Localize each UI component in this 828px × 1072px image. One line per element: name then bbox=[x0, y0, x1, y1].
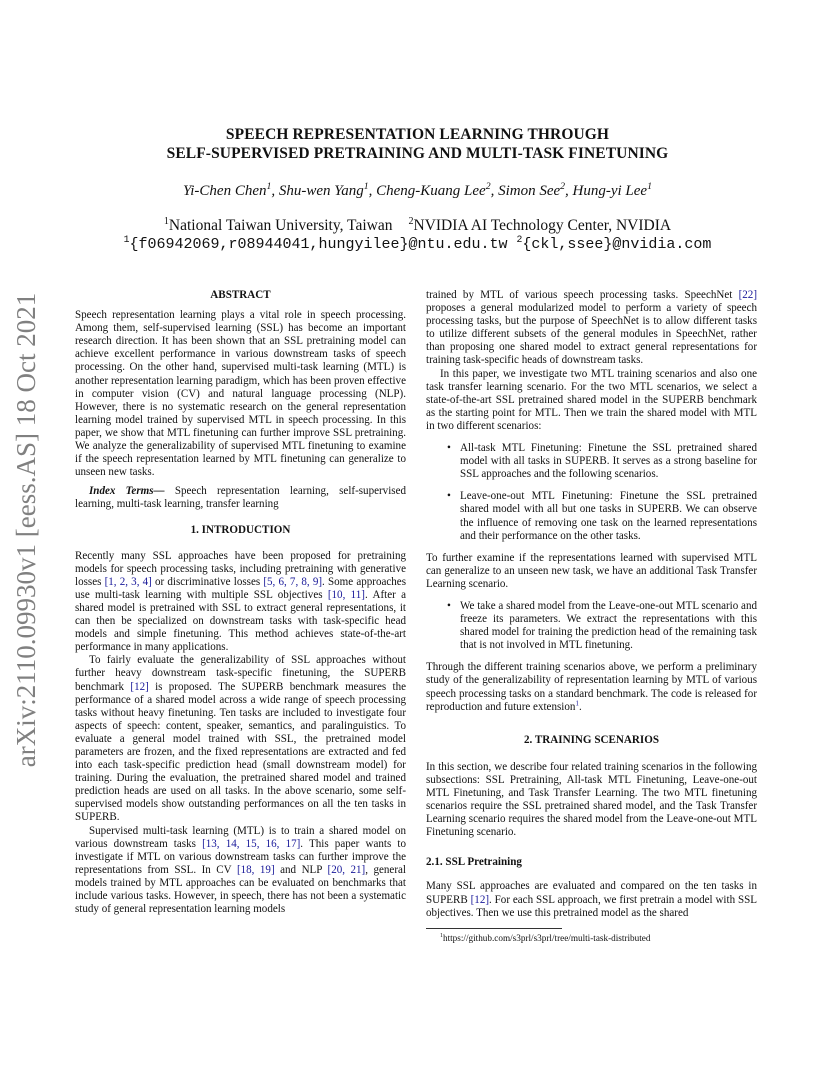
intro-paragraph-7: Through the different training scenarios above, we perform a preliminary study of the generalizability of representation learning by MTL of various speech processing tasks on a standard benchmark. The code is released for reproduction and future extension$^1$. bbox=[426, 661, 757, 713]
author-list bbox=[80, 182, 755, 200]
intro-paragraph-6: To further examine if the representations learned with supervised MTL can generalize to an unseen new task, we have an additional Task Transfer Learning scenario. bbox=[426, 551, 757, 590]
right-column bbox=[426, 289, 757, 944]
affiliations bbox=[80, 216, 755, 235]
ssl-paragraph: Many SSL approaches are evaluated and compared on the ten tasks in SUPERB [12]. For each SSL approach, we first pretrain a model with SSL objectives. Then we use this pretrained model as the shared bbox=[426, 880, 757, 919]
intro-paragraph-3: Supervised multi-task learning (MTL) is to train a shared model on various downstream tasks [13, 14, 15, 16, 17]. This paper wants to investigate if MTL on various downstream tasks can further improve the representations from SSL. In CV [18, 19] and NLP [20, 21], general models trained by MTL approaches can be evaluated on benchmarks that include various tasks. However, in speech, there has not been a systematic study of general representation learning models bbox=[75, 824, 406, 916]
paper-title-line-1: SPEECH REPRESENTATION LEARNING THROUGH bbox=[225, 126, 610, 143]
list-item: • We take a shared model from the Leave-one-out MTL scenario and freeze its parameters. We extract the representations with this shared model for training the prediction head of the remaining task that is not involved in MTL finetuning. bbox=[447, 599, 757, 652]
affiliation-1: National Taiwan University, Taiwan bbox=[168, 217, 393, 234]
affiliation-mark: 2 bbox=[408, 215, 414, 227]
citation-link[interactable]: [10, 11] bbox=[327, 588, 365, 601]
citation-link[interactable]: [22] bbox=[738, 289, 757, 301]
section-heading-training: 2. TRAINING SCENARIOS bbox=[523, 733, 660, 746]
left-column bbox=[75, 289, 406, 916]
citation-link[interactable]: [1, 2, 3, 4] bbox=[104, 575, 152, 588]
footnote-divider bbox=[426, 928, 562, 929]
citation-link[interactable]: [18, 19] bbox=[236, 863, 275, 876]
intro-paragraph-1: Recently many SSL approaches have been proposed for pretraining models for speech processing tasks, including pretraining with generative losses [1, 2, 3, 4] or discriminative losses [5, 6, 7, 8, 9]. Some approaches use multi-task learning with multiple SSL objectives [10, 11]. After a shared model is pretrained with SSL to extract general representations, it can then be specialized on downstream tasks with task-specific head models and simple finetuning. This method achieves state-of-the-art performance in many applications. bbox=[75, 549, 407, 654]
author: Shu-wen Yang$^1$, bbox=[278, 181, 377, 199]
email-group-1: {f06942069,r08944041,hungyilee}@ntu.edu.tw bbox=[129, 236, 508, 253]
author: Yi-Chen Chen$^1$, bbox=[183, 181, 279, 199]
citation-link[interactable]: [13, 14, 15, 16, 17] bbox=[202, 837, 301, 850]
intro-paragraph-2: To fairly evaluate the generalizability of SSL approaches without further heavy downstream task-specific finetuning, the SUPERB benchmark [12] is proposed. The SUPERB benchmark measures the performance of a shared model across a wide range of speech processing tasks without heavy finetuning. Ten tasks are included to investigate four aspects of speech: content, speaker, semantics, and paralinguistics. To evaluate a general model trained with SSL, the pretrained model parameters are frozen, and the fixed representations are extracted and fed into each task-specific prediction head (small downstream model) for training. During the evaluation, the pretrained shared model and trained prediction heads are used on all tasks. In the above scenario, some self-supervised models show outstanding performances on all the ten tasks in SUPERB. bbox=[75, 654, 406, 824]
author: Hung-yi Lee$^1$ bbox=[572, 181, 652, 199]
affiliation-2: NVIDIA AI Technology Center, NVIDIA bbox=[413, 217, 672, 234]
training-paragraph-1: In this section, we describe four related training scenarios in the following subsections: SSL Pretraining, All-task MTL Finetuning, Leave-one-out MTL Finetuning, and Task Transfer Learning. The two MTL finetuning scenarios require the SSL pretrained shared model, and the Task Transfer Learning scenario requires the shared model from the Leave-one-out MTL Finetuning scenario. bbox=[426, 760, 757, 839]
index-terms-text: Speech representation learning, self-supervised learning, multi-task learning, transfer learning bbox=[75, 485, 406, 511]
footnote bbox=[426, 933, 757, 944]
title-block bbox=[80, 125, 755, 254]
abstract-heading: ABSTRACT bbox=[210, 289, 271, 301]
index-terms-label: Index Terms— bbox=[89, 485, 165, 498]
transfer-list bbox=[426, 600, 757, 652]
list-item: • All-task MTL Finetuning: Finetune the SSL pretrained shared model with all tasks in SUPERB. It serves as a strong baseline for SSL approaches and the following scenarios. bbox=[447, 442, 757, 481]
citation-link[interactable]: [12] bbox=[130, 680, 149, 693]
intro-paragraph-5: In this paper, we investigate two MTL training scenarios and also one task transfer learning scenario. For the two MTL scenarios, we select a state-of-the-art SSL pretrained shared model in the SUPERB benchmark as the starting point for MTL. Then we train the shared model with MTL in two different scenarios: bbox=[426, 367, 757, 432]
citation-link[interactable]: [5, 6, 7, 8, 9] bbox=[263, 575, 323, 588]
citation-link[interactable]: [20, 21] bbox=[327, 863, 366, 876]
abstract-body: Speech representation learning plays a vital role in speech processing. Among them, self-supervised learning (SSL) has become an important research direction. It has been shown that an SSL pretraining model can achieve excellent performance in various downstream tasks of speech processing. On the other hand, supervised multi-task learning (MTL) is another representation learning paradigm, which has been proven effective in computer vision (CV) and natural language processing (NLP). However, there is no systematic research on the general representation learning model trained by supervised MTL in speech processing. In this paper, we show that MTL finetuning can further improve SSL pretraining. We analyze the generalizability of supervised MTL finetuning to examine if the speech representation learned by MTL finetuning can generalize to unseen new tasks. bbox=[75, 309, 406, 479]
email-group-2: {ckl,ssee}@nvidia.com bbox=[522, 236, 712, 253]
citation-link[interactable]: [12] bbox=[470, 893, 490, 906]
author: Simon See$^2$, bbox=[498, 181, 573, 199]
intro-paragraph-4: trained by MTL of various speech processing tasks. SpeechNet [22] proposes a general modularized model to perform a variety of speech processing tasks, but the purpose of SpeechNet is to allow different tasks to utilize different subsets of the general modules in SpeechNet, rather than proposing one shared model to extract general representations for training task-specific heads of downstream tasks. bbox=[426, 289, 757, 367]
subsection-heading-ssl: 2.1. SSL Pretraining bbox=[426, 856, 522, 869]
scenario-list bbox=[426, 442, 757, 543]
arxiv-identifier-text: arXiv:2110.09930v1 [eess.AS] 18 Oct 2021 bbox=[11, 292, 41, 768]
footnote-url[interactable]: https://github.com/s3prl/s3prl/tree/multi-task-distributed bbox=[442, 932, 651, 943]
section-heading-introduction: 1. INTRODUCTION bbox=[190, 523, 291, 536]
footnote-mark: 1 bbox=[440, 932, 443, 939]
footnote-link[interactable]: 1 bbox=[575, 698, 579, 707]
author-emails: $^1${f06942069,r08944041,hungyilee}@ntu.edu.tw $^2${ckl,ssee}@nvidia.com bbox=[123, 234, 712, 253]
paper-title-line-2: SELF-SUPERVISED PRETRAINING AND MULTI-TASK FINETUNING bbox=[166, 145, 669, 162]
list-item: • Leave-one-out MTL Finetuning: Finetune the SSL pretrained shared model with all but one tasks in SUPERB. We can observe the influence of removing one task on the learned representations and their performance on the other tasks. bbox=[447, 490, 757, 542]
arxiv-identifier-stamp bbox=[2, 285, 46, 775]
affiliation-mark: 1 bbox=[163, 215, 169, 227]
author: Cheng-Kuang Lee$^2$, bbox=[376, 181, 499, 199]
index-terms bbox=[75, 485, 406, 511]
